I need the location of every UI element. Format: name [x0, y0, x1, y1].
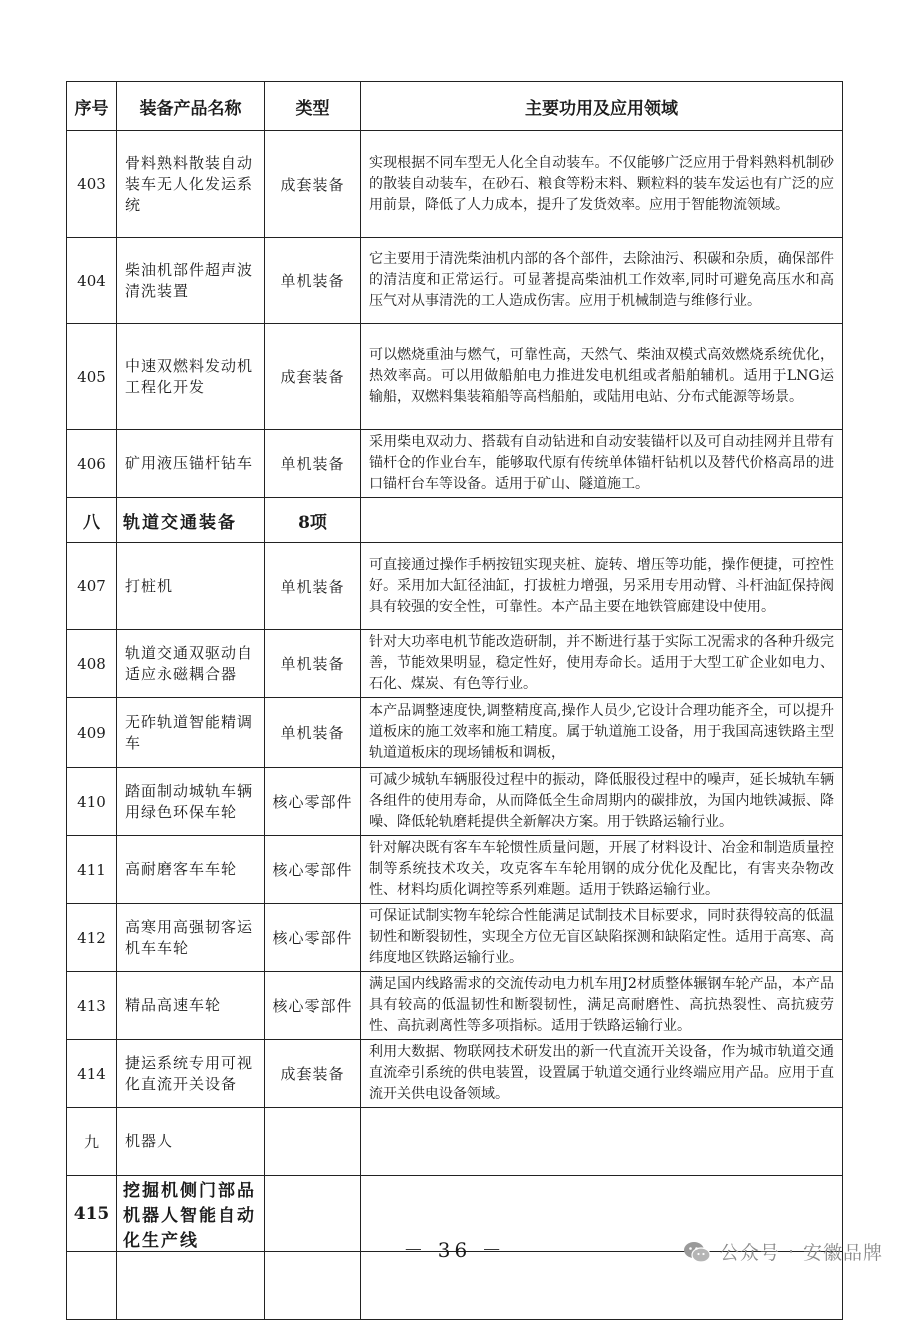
row-number: 411 [67, 836, 117, 904]
table-row [67, 238, 843, 324]
equipment-table [66, 81, 843, 1320]
product-name: 捷运系统专用可视化直流开关设备 [117, 1040, 265, 1108]
product-name: 矿用液压锚杆钻车 [117, 430, 265, 498]
product-name: 高寒用高强韧客运机车车轮 [117, 904, 265, 972]
section-empty-cell [361, 498, 843, 543]
product-name: 轨道交通双驱动自适应永磁耦合器 [117, 630, 265, 698]
product-type: 核心零部件 [265, 904, 361, 972]
row-number: 406 [67, 430, 117, 498]
watermark [682, 1238, 883, 1265]
product-description: 实现根据不同车型无人化全自动装车。不仅能够广泛应用于骨料熟料机制砂的散装自动装车，在砂石、粮食等粉末料、颗粒料的装车发运也有广泛的应用前景，降低了人力成本，提升了发货效率。应用于智能物流领域。 [361, 131, 843, 238]
product-type: 核心零部件 [265, 836, 361, 904]
product-type [265, 1108, 361, 1176]
table-row [67, 324, 843, 430]
section-row [67, 498, 843, 543]
product-type: 单机装备 [265, 543, 361, 630]
product-type: 成套装备 [265, 131, 361, 238]
row-number: 413 [67, 972, 117, 1040]
section-number: 415 [67, 1176, 117, 1252]
watermark-label: 公众号 [719, 1242, 780, 1264]
header-function: 主要功用及应用领域 [361, 82, 843, 131]
product-description: 可保证试制实物车轮综合性能满足试制技术目标要求，同时获得较高的低温韧性和断裂韧性，实现全方位无盲区缺陷探测和缺陷定性。适用于高寒、高纬度地区铁路运输行业。 [361, 904, 843, 972]
row-number: 九 [67, 1108, 117, 1176]
product-name: 骨料熟料散装自动装车无人化发运系统 [117, 131, 265, 238]
product-description [361, 1108, 843, 1176]
table-row [67, 836, 843, 904]
product-type: 核心零部件 [265, 972, 361, 1040]
table-header-row [67, 82, 843, 131]
product-description: 针对解决既有客车车轮惯性质量问题，开展了材料设计、冶金和制造质量控制等系统技术攻关，攻克客车车轮用钢的成分优化及配比，有害夹杂物改性、材料均质化调控等系列难题。适用于铁路运输行业。 [361, 836, 843, 904]
product-description: 采用柴电双动力、搭载有自动钻进和自动安装锚杆以及可自动挂网并且带有锚杆仓的作业台车，能够取代原有传统单体锚杆钻机以及替代价格高昂的进口锚杆台车等设备。适用于矿山、隧道施工。 [361, 430, 843, 498]
product-type: 单机装备 [265, 698, 361, 768]
section-count: 8项 [265, 498, 361, 543]
product-name: 精品高速车轮 [117, 972, 265, 1040]
product-name: 踏面制动城轨车辆用绿色环保车轮 [117, 768, 265, 836]
product-description: 满足国内线路需求的交流传动电力机车用J2材质整体辗钢车轮产品，本产品具有较高的低温韧性和断裂韧性，满足高耐磨性、高抗热裂性、高抗疲劳性、高抗剥离性等多项指标。适用于铁路运输行业。 [361, 972, 843, 1040]
product-type: 成套装备 [265, 1040, 361, 1108]
wechat-icon [682, 1240, 712, 1264]
product-name: 无砟轨道智能精调车 [117, 698, 265, 768]
row-number: 410 [67, 768, 117, 836]
product-name: 柴油机部件超声波清洗装置 [117, 238, 265, 324]
product-description: 针对大功率电机节能改造研制，并不断进行基于实际工况需求的各种升级完善，节能效果明显，稳定性好，使用寿命长。适用于大型工矿企业如电力、石化、煤炭、有色等行业。 [361, 630, 843, 698]
row-number: 404 [67, 238, 117, 324]
product-type: 单机装备 [265, 630, 361, 698]
row-number: 414 [67, 1040, 117, 1108]
row-number: 403 [67, 131, 117, 238]
product-type: 单机装备 [265, 238, 361, 324]
row-number: 412 [67, 904, 117, 972]
product-type: 成套装备 [265, 324, 361, 430]
table-row [67, 1040, 843, 1108]
table-row [67, 904, 843, 972]
product-description: 本产品调整速度快,调整精度高,操作人员少,它设计合理功能齐全，可以提升道板床的施工效率和施工精度。属于轨道施工设备，用于我国高速铁路主型轨道道板床的现场铺板和调板， [361, 698, 843, 768]
row-number: 405 [67, 324, 117, 430]
header-type: 类型 [265, 82, 361, 131]
section-number: 八 [67, 498, 117, 543]
product-name: 机器人 [117, 1108, 265, 1176]
watermark-account: 安徽品牌 [802, 1242, 883, 1264]
product-name: 中速双燃料发动机工程化开发 [117, 324, 265, 430]
table-row [67, 1108, 843, 1176]
page-number: － 36 － [403, 1238, 506, 1262]
product-description: 可以燃烧重油与燃气，可靠性高，天然气、柴油双模式高效燃烧系统优化，热效率高。可以用做船舶电力推进发电机组或者船舶辅机。适用于LNG运输船，双燃料集装箱船等高档船舶，或陆用电站、分布式能源等场景。 [361, 324, 843, 430]
table-row [67, 698, 843, 768]
product-type: 单机装备 [265, 430, 361, 498]
row-number: 408 [67, 630, 117, 698]
product-name: 高耐磨客车车轮 [117, 836, 265, 904]
product-description: 可减少城轨车辆服役过程中的振动，降低服役过程中的噪声，延长城轨车辆各组件的使用寿命，从而降低全生命周期内的碳排放，为国内地铁减振、降噪、降低轮轨磨耗提供全新解决方案。用于铁路运输行业。 [361, 768, 843, 836]
table-row [67, 430, 843, 498]
section-title: 轨道交通装备 [117, 498, 265, 543]
product-description: 它主要用于清洗柴油机内部的各个部件，去除油污、积碳和杂质，确保部件的清洁度和正常运行。可显著提高柴油机工作效率,同时可避免高压水和高压气对从事清洗的工人造成伤害。应用于机械制造与维修行业。 [361, 238, 843, 324]
table-row [67, 972, 843, 1040]
header-serial: 序号 [67, 82, 117, 131]
product-description: 利用大数据、物联网技术研发出的新一代直流开关设备，作为城市轨道交通直流牵引系统的供电装置，设置属于轨道交通行业终端应用产品。应用于直流开关供电设备领域。 [361, 1040, 843, 1108]
header-product-name: 装备产品名称 [117, 82, 265, 131]
table-row [67, 768, 843, 836]
row-number: 407 [67, 543, 117, 630]
row-number: 409 [67, 698, 117, 768]
product-name: 打桩机 [117, 543, 265, 630]
product-type: 核心零部件 [265, 768, 361, 836]
table-row [67, 630, 843, 698]
table-row [67, 131, 843, 238]
product-description: 可直接通过操作手柄按钮实现夹桩、旋转、增压等功能，操作便捷，可控性好。采用加大缸径油缸，打拔桩力增强，另采用专用动臂、斗杆油缸保持阀具有较强的安全性，可靠性。本产品主要在地铁管廊建设中使用。 [361, 543, 843, 630]
table-row [67, 543, 843, 630]
watermark-separator: · [787, 1240, 795, 1263]
section-title: 挖掘机侧门部品机器人智能自动化生产线 [117, 1176, 265, 1252]
